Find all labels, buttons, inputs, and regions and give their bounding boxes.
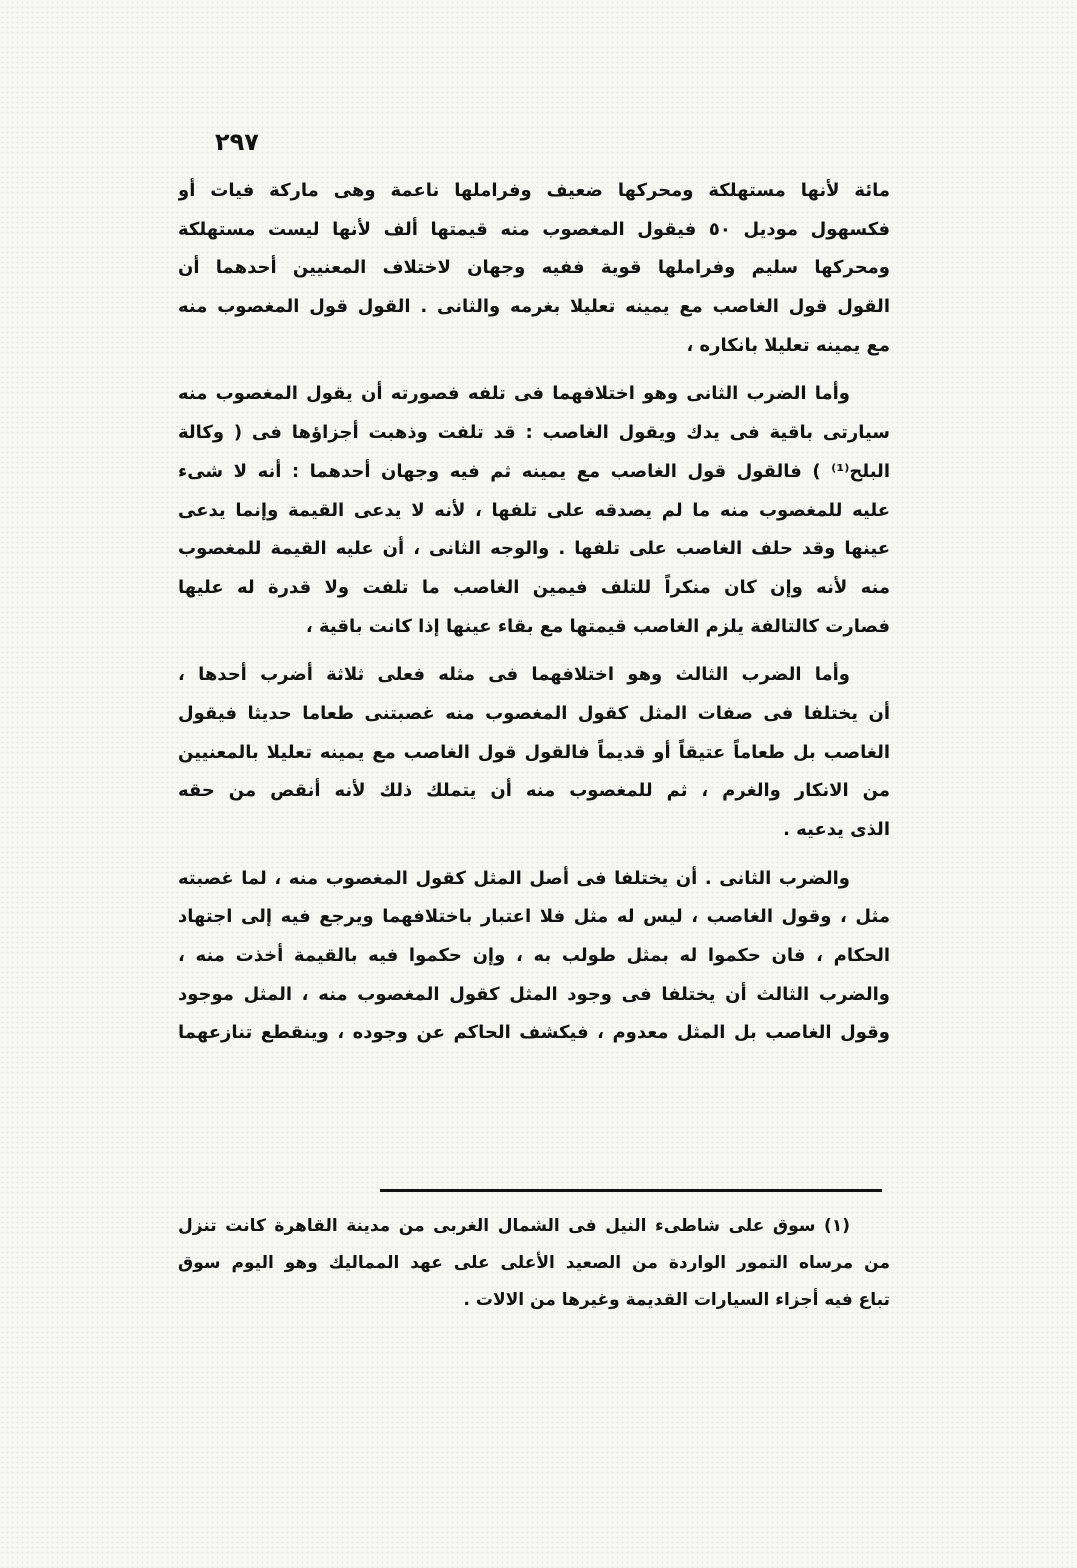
text-line: منه لأنه وإن كان منكراً للتلف فيمين الغاصب ما تلفت ولا قدرة له عليها	[178, 576, 890, 598]
body-text	[178, 172, 890, 1063]
text-line: سيارتى باقية فى يدك ويقول الغاصب : قد تلفت وذهبت أجزاؤها فى ( وكالة	[178, 422, 890, 444]
text-line: أن يختلفا فى صفات المثل كقول المغصوب منه غصبتنى طعاما حديثا فيقول	[178, 702, 890, 724]
footnote-line: (١) سوق على شاطىء النيل فى الشمال الغربى من مدينة القاهرة كانت تنزل	[178, 1216, 850, 1236]
text-line: البلح⁽¹⁾ ) فالقول قول الغاصب مع يمينه ثم فيه وجهان أحدهما : أنه لا شىء	[178, 460, 890, 482]
page-number: ٢٩٧	[215, 128, 259, 156]
text-line: من الانكار والغرم ، ثم للمغصوب منه أن يتملك ذلك لأنه أنقص من حقه	[178, 780, 890, 802]
paragraph	[178, 375, 890, 646]
footnote-line: من مرساه التمور الواردة من الصعيد الأعلى على عهد المماليك وهو اليوم سوق	[178, 1253, 890, 1273]
paragraph	[178, 172, 890, 365]
text-line: مع يمينه تعليلا بانكاره ،	[686, 334, 890, 356]
text-line: القول قول الغاصب مع يمينه تعليلا بغرمه والثانى . القول قول المغصوب منه	[178, 296, 890, 318]
text-line: والضرب الثالث أن يختلفا فى وجود المثل كقول المغصوب منه ، المثل موجود	[178, 983, 890, 1005]
text-line: الذى يدعيه .	[783, 819, 890, 840]
text-line: فصارت كالتالفة يلزم الغاصب قيمتها مع بقاء عينها إذا كانت باقية ،	[305, 615, 890, 637]
text-line: والضرب الثانى . أن يختلفا فى أصل المثل كقول المغصوب منه ، لما غصبته	[178, 867, 850, 889]
text-line: وأما الضرب الثالث وهو اختلافهما فى مثله فعلى ثلاثة أضرب أحدها ،	[178, 664, 850, 686]
footnote-line: تباع فيه أجزاء السيارات القديمة وغيرها من الالات .	[463, 1290, 890, 1310]
text-line: فكسهول موديل ٥٠ فيقول المغصوب منه قيمتها ألف لأنها ليست مستهلكة	[178, 218, 890, 240]
text-line: عينها وقد حلف الغاصب على تلفها . والوجه الثانى ، أن عليه القيمة للمغصوب	[178, 538, 890, 560]
footnote-divider	[380, 1189, 882, 1192]
text-line: مثل ، وقول الغاصب ، ليس له مثل فلا اعتبار باختلافهما ويرجع فيه إلى اجتهاد	[178, 906, 890, 928]
footnote	[178, 1208, 890, 1319]
text-line: عليه للمغصوب منه ما لم يصدقه على تلفها ، لأنه لا يدعى القيمة وإنما يدعى	[178, 499, 890, 521]
paragraph	[178, 656, 890, 849]
text-line: وقول الغاصب بل المثل معدوم ، فيكشف الحاكم عن وجوده ، وينقطع تنازعهما	[178, 1022, 890, 1044]
paragraph	[178, 860, 890, 1053]
text-line: ومحركها سليم وفراملها قوية ففيه وجهان لاختلاف المعنيين أحدهما أن	[178, 257, 890, 279]
text-line: مائة لأنها مستهلكة ومحركها ضعيف وفراملها ناعمة وهى ماركة فيات أو	[178, 180, 890, 201]
text-line: وأما الضرب الثانى وهو اختلافهما فى تلفه فصورته أن يقول المغصوب منه	[178, 383, 850, 405]
text-line: الغاصب بل طعاماً عتيقاً أو قديماً فالقول قول الغاصب مع يمينه تعليلا بالمعنيين	[178, 741, 890, 763]
text-line: الحكام ، فان حكموا له بمثل طولب به ، وإن حكموا فيه بالقيمة أخذت منه ،	[178, 945, 890, 967]
